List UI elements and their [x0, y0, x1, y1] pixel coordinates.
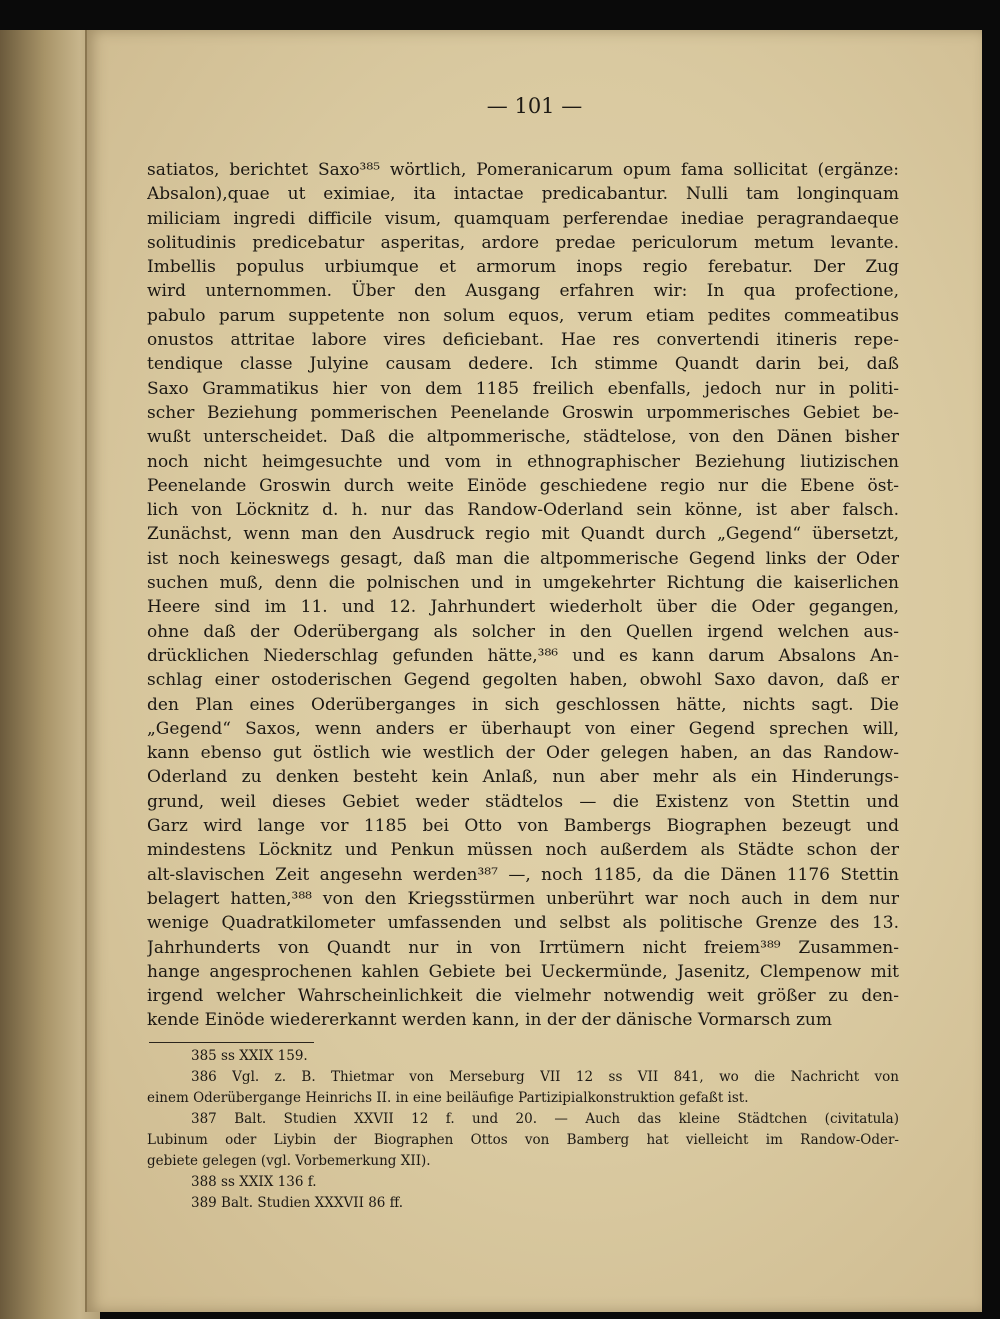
footnote-line: 387 Balt. Studien XXVII 12 f. und 20. — Auch das kleine Städtchen (civitatula): [191, 1111, 899, 1127]
text-line: lich von Löcknitz d. h. nur das Randow-Oderland sein könne, ist aber falsch.: [147, 500, 899, 521]
text-line: „Gegend“ Saxos, wenn anders er überhaupt von einer Gegend sprechen will,: [147, 718, 899, 739]
footnote-line: 385 ss XXIX 159.: [191, 1048, 308, 1064]
text-line: irgend welcher Wahrscheinlichkeit die vielmehr notwendig weit größer zu den-: [147, 986, 899, 1007]
text-line: schlag einer ostoderischen Gegend gegolten haben, obwohl Saxo davon, daß er: [147, 670, 899, 691]
footnotes: [147, 1046, 899, 1214]
footnote-line: 388 ss XXIX 136 f.: [191, 1174, 317, 1190]
text-line: belagert hatten,³⁸⁸ von den Kriegsstürmen unberührt war noch auch in dem nur: [147, 888, 899, 909]
text-line: suchen muß, denn die polnischen und in umgekehrter Richtung die kaiserlichen: [147, 573, 899, 594]
text-line: ist noch keineswegs gesagt, daß man die altpommerische Gegend links der Oder: [147, 548, 899, 569]
text-line: Jahrhunderts von Quandt nur in von Irrtümern nicht freiem³⁸⁹ Zusammen-: [147, 937, 899, 958]
footnote-line: 389 Balt. Studien XXXVII 86 ff.: [191, 1195, 404, 1211]
text-line: wird unternommen. Über den Ausgang erfahren wir: In qua profectione,: [147, 281, 899, 302]
page-number: — 101 —: [486, 94, 583, 118]
text-line: mindestens Löcknitz und Penkun müssen noch außerdem als Städte schon der: [147, 840, 899, 861]
text-line: Saxo Grammatikus hier von dem 1185 freilich ebenfalls, jedoch nur in politi-: [147, 378, 899, 399]
text-line: miliciam ingredi difficile visum, quamquam perferendae inediae peragrandaeque: [147, 208, 899, 229]
footnote-line: einem Oderübergange Heinrichs II. in eine beiläufige Partizipialkonstruktion gefaßt ist.: [147, 1090, 749, 1106]
text-line: solitudinis predicebatur asperitas, ardore predae periculorum metum levante.: [147, 232, 899, 253]
text-line: wenige Quadratkilometer umfassenden und selbst als politische Grenze des 13.: [147, 913, 899, 934]
text-line: noch nicht heimgesuchte und vom in ethnographischer Beziehung liutizischen: [147, 451, 899, 472]
text-line: den Plan eines Oderüberganges in sich geschlossen hätte, nichts sagt. Die: [147, 694, 899, 715]
footnote-line: 386 Vgl. z. B. Thietmar von Merseburg VII 12 ss VII 841, wo die Nachricht von: [191, 1069, 899, 1085]
text-line: pabulo parum suppetente non solum equos, verum etiam pedites commeatibus: [147, 305, 899, 326]
body-text: [147, 158, 899, 1033]
text-line: Oderland zu denken besteht kein Anlaß, nun aber mehr als ein Hinderungs-: [147, 767, 899, 788]
text-line: Imbellis populus urbiumque et armorum inops regio ferebatur. Der Zug: [147, 257, 899, 278]
text-line: scher Beziehung pommerischen Peenelande Groswin urpommerisches Gebiet be-: [147, 402, 899, 423]
text-line: alt-slavischen Zeit angesehn werden³⁸⁷ —, noch 1185, da die Dänen 1176 Stettin: [147, 864, 899, 885]
text-line: hange angesprochenen kahlen Gebiete bei Ueckermünde, Jasenitz, Clempenow mit: [147, 961, 899, 982]
text-line: Heere sind im 11. und 12. Jahrhundert wiederholt über die Oder gegangen,: [147, 597, 899, 618]
text-line: grund, weil dieses Gebiet weder städtelos — die Existenz von Stettin und: [147, 791, 899, 812]
text-line: Absalon),quae ut eximiae, ita intactae predicabantur. Nulli tam longinquam: [147, 184, 899, 205]
text-line: onustos attritae labore vires deficiebant. Hae res convertendi itineris repe-: [147, 330, 899, 351]
footnote-line: Lubinum oder Liybin der Biographen Ottos von Bamberg hat vielleicht im Randow-Oder-: [147, 1132, 899, 1148]
text-line: drücklichen Niederschlag gefunden hätte,³⁸⁶ und es kann darum Absalons An-: [147, 645, 899, 666]
book-page: [85, 30, 982, 1312]
footnote-line: gebiete gelegen (vgl. Vorbemerkung XII).: [147, 1153, 431, 1169]
footnote-divider: [149, 1042, 314, 1043]
text-line: kende Einöde wiedererkannt werden kann, in der der dänische Vormarsch zum: [147, 1010, 832, 1031]
text-line: wußt unterscheidet. Daß die altpommerische, städtelose, von den Dänen bisher: [147, 427, 899, 448]
text-line: Garz wird lange vor 1185 bei Otto von Bambergs Biographen bezeugt und: [147, 816, 899, 837]
text-line: ohne daß der Oderübergang als solcher in den Quellen irgend welchen aus-: [147, 621, 899, 642]
text-line: satiatos, berichtet Saxo³⁸⁵ wörtlich, Pomeranicarum opum fama sollicitat (ergänze:: [147, 160, 899, 180]
text-line: Peenelande Groswin durch weite Einöde geschiedene regio nur die Ebene öst-: [147, 475, 899, 496]
text-line: kann ebenso gut östlich wie westlich der Oder gelegen haben, an das Randow-: [147, 743, 899, 764]
text-line: tendique classe Julyine causam dedere. Ich stimme Quandt darin bei, daß: [147, 354, 899, 375]
text-line: Zunächst, wenn man den Ausdruck regio mit Quandt durch „Gegend“ übersetzt,: [147, 524, 899, 545]
